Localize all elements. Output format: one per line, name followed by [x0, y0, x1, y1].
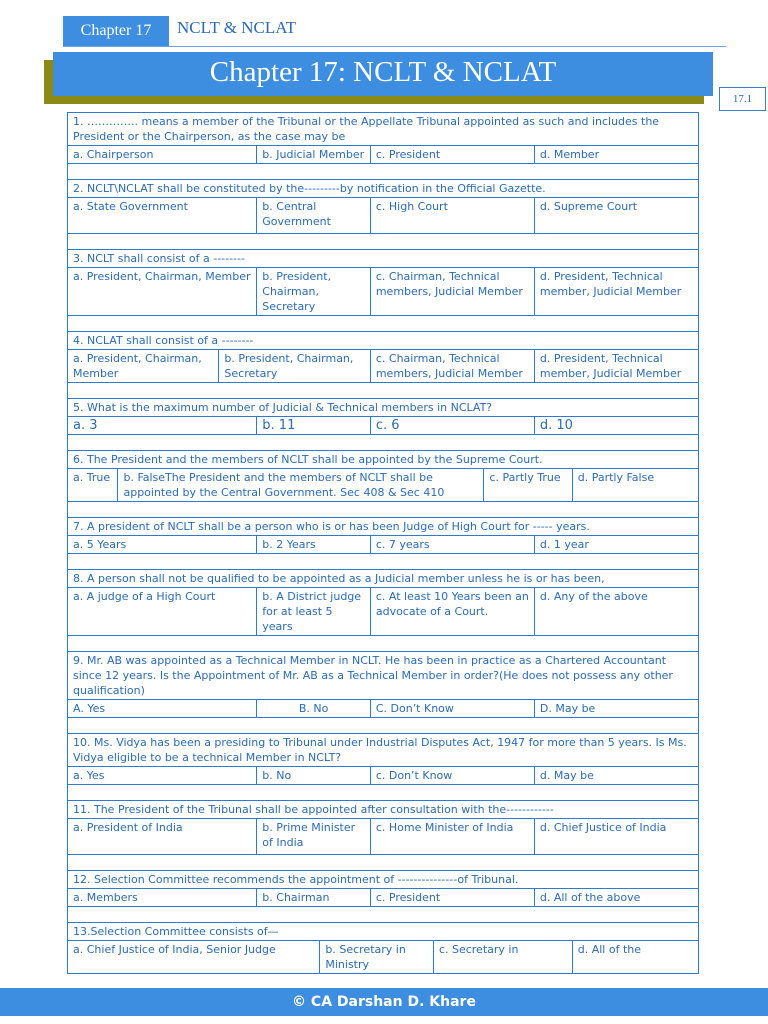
spacer-row: [68, 785, 699, 801]
question-text: 6. The President and the members of NCLT shall be appointed by the Supreme Court.: [68, 451, 699, 469]
option-c: c. Chairman, Technical members, Judicial Member: [370, 350, 534, 383]
question-row: [68, 570, 699, 588]
option-a: a. Members: [68, 889, 257, 907]
question-text: 1. ………….. means a member of the Tribunal or the Appellate Tribunal appointed as such and includes the President or the Chairperson, as the case may be: [68, 113, 699, 146]
spacer-row: [68, 164, 699, 180]
option-b: b. 2 Years: [257, 536, 371, 554]
page-number: 17.1: [719, 87, 766, 111]
question-text: 7. A president of NCLT shall be a person who is or has been Judge of High Court for ----- years.: [68, 518, 699, 536]
question-row: [68, 652, 699, 700]
question-text: 12. Selection Committee recommends the appointment of ---------------of Tribunal.: [68, 871, 699, 889]
question-row: [68, 113, 699, 146]
option-a: a. True: [68, 469, 118, 502]
options-row: [68, 889, 699, 907]
options-row: [68, 350, 699, 383]
option-a: a. President, Chairman, Member: [68, 268, 257, 316]
option-d: d. Partly False: [572, 469, 698, 502]
question-text: 2. NCLT\NCLAT shall be constituted by the---------by notification in the Official Gazette.: [68, 180, 699, 198]
option-b: b. President, Chairman, Secretary: [257, 268, 371, 316]
option-b: b. Judicial Member: [257, 146, 371, 164]
spacer-row: [68, 502, 699, 518]
question-row: [68, 734, 699, 767]
option-c: c. President: [370, 146, 534, 164]
option-d: d. All of the above: [534, 889, 698, 907]
option-b: b. President, Chairman, Secretary: [219, 350, 370, 383]
option-c: c. High Court: [370, 198, 534, 234]
option-c: c. Chairman, Technical members, Judicial Member: [370, 268, 534, 316]
option-a: a. Chief Justice of India, Senior Judge: [68, 941, 320, 974]
option-d: d. Chief Justice of India: [534, 819, 698, 855]
question-text: 11. The President of the Tribunal shall be appointed after consultation with the------------: [68, 801, 699, 819]
option-c: C. Don’t Know: [370, 700, 534, 718]
question-table: [67, 112, 699, 974]
option-d: d. President, Technical member, Judicial Member: [534, 350, 698, 383]
option-b: b. No: [257, 767, 371, 785]
options-row: [68, 198, 699, 234]
question-row: [68, 923, 699, 941]
options-row: [68, 146, 699, 164]
options-row: [68, 469, 699, 502]
option-d: d. May be: [534, 767, 698, 785]
question-text: 3. NCLT shall consist of a --------: [68, 250, 699, 268]
option-a: a. State Government: [68, 198, 257, 234]
option-a: A. Yes: [68, 700, 257, 718]
option-d: d. 10: [534, 417, 698, 435]
option-b: b. Prime Minister of India: [257, 819, 371, 855]
option-a: a. President, Chairman, Member: [68, 350, 219, 383]
option-c: c. President: [370, 889, 534, 907]
question-row: [68, 399, 699, 417]
option-b: b. Secretary in Ministry: [320, 941, 434, 974]
question-text: 10. Ms. Vidya has been a presiding to Tribunal under Industrial Disputes Act, 1947 for more than 5 years. Is Ms. Vidya eligible to be a technical Member in NCLT?: [68, 734, 699, 767]
option-c: c. Secretary in: [433, 941, 572, 974]
option-b: b. 11: [257, 417, 371, 435]
question-row: [68, 871, 699, 889]
header-rule: [63, 46, 726, 47]
chapter-banner-title: Chapter 17: NCLT & NCLAT: [53, 52, 713, 96]
options-row: [68, 268, 699, 316]
option-d: d. Member: [534, 146, 698, 164]
option-a: a. 3: [68, 417, 257, 435]
chapter-tab: Chapter 17: [63, 16, 169, 46]
spacer-row: [68, 435, 699, 451]
question-row: [68, 451, 699, 469]
option-b: b. Central Government: [257, 198, 371, 234]
options-row: [68, 819, 699, 855]
options-row: [68, 700, 699, 718]
spacer-row: [68, 907, 699, 923]
footer-copyright: © CA Darshan D. Khare: [0, 988, 768, 1016]
option-a: a. President of India: [68, 819, 257, 855]
spacer-row: [68, 234, 699, 250]
option-c: c. Don’t Know: [370, 767, 534, 785]
option-c: c. 7 years: [370, 536, 534, 554]
options-row: [68, 417, 699, 435]
option-d: d. President, Technical member, Judicial Member: [534, 268, 698, 316]
option-c: c. 6: [370, 417, 534, 435]
question-row: [68, 518, 699, 536]
option-c: c. Home Minister of India: [370, 819, 534, 855]
options-row: [68, 536, 699, 554]
spacer-row: [68, 554, 699, 570]
option-d: D. May be: [534, 700, 698, 718]
option-d: d. 1 year: [534, 536, 698, 554]
spacer-row: [68, 383, 699, 399]
spacer-row: [68, 718, 699, 734]
option-b: b. Chairman: [257, 889, 371, 907]
question-row: [68, 250, 699, 268]
options-row: [68, 941, 699, 974]
option-b: b. A District judge for at least 5 years: [257, 588, 371, 636]
question-row: [68, 801, 699, 819]
spacer-row: [68, 636, 699, 652]
question-text: 4. NCLAT shall consist of a --------: [68, 332, 699, 350]
option-a: a. Chairperson: [68, 146, 257, 164]
option-b: b. FalseThe President and the members of NCLT shall be appointed by the Central Government. Sec 408 & Sec 410: [118, 469, 484, 502]
option-d: d. Any of the above: [534, 588, 698, 636]
question-row: [68, 180, 699, 198]
question-row: [68, 332, 699, 350]
question-text: 9. Mr. AB was appointed as a Technical Member in NCLT. He has been in practice as a Chartered Accountant since 12 years. Is the Appointment of Mr. AB as a Technical Member in order?(He does not possess any other qualification): [68, 652, 699, 700]
options-row: [68, 767, 699, 785]
question-text: 5. What is the maximum number of Judicial & Technical members in NCLAT?: [68, 399, 699, 417]
option-d: d. All of the: [572, 941, 698, 974]
option-c: c. At least 10 Years been an advocate of a Court.: [370, 588, 534, 636]
spacer-row: [68, 316, 699, 332]
question-text: 8. A person shall not be qualified to be appointed as a Judicial member unless he is or has been,: [68, 570, 699, 588]
option-a: a. A judge of a High Court: [68, 588, 257, 636]
spacer-row: [68, 855, 699, 871]
option-a: a. Yes: [68, 767, 257, 785]
option-a: a. 5 Years: [68, 536, 257, 554]
options-row: [68, 588, 699, 636]
option-c: c. Partly True: [484, 469, 572, 502]
option-d: d. Supreme Court: [534, 198, 698, 234]
question-text: 13.Selection Committee consists of—: [68, 923, 699, 941]
option-b: B. No: [257, 700, 371, 718]
chapter-name: NCLT & NCLAT: [177, 18, 297, 37]
